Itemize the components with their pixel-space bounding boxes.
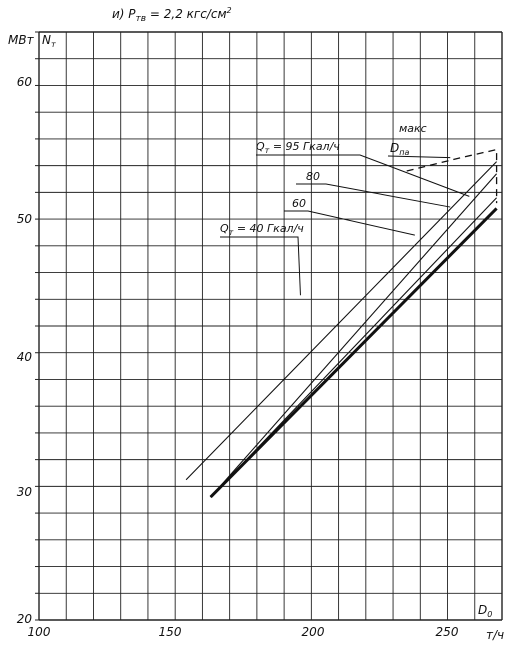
series-label-60: 60 xyxy=(292,197,306,210)
leader-dmax xyxy=(388,156,450,158)
chart-title: и) $P_{тв} = 2,2$ кгс/$см^2$ xyxy=(112,6,232,24)
y-tick-label: 60 xyxy=(16,75,32,89)
y-unit-label: МВт xyxy=(8,33,34,47)
leader-80 xyxy=(296,184,450,207)
x-tick-label: 150 xyxy=(158,625,182,639)
y-tick-label: 30 xyxy=(16,485,32,499)
x-symbol-label: $D_0$ xyxy=(478,603,493,619)
y-symbol-label: $N_т$ xyxy=(42,33,56,49)
series-line-q-95 xyxy=(186,162,497,480)
series-label-q40: $Q_т = 40$ Гкал/ч xyxy=(220,222,304,237)
series-label-dmax: $D_{па}$ xyxy=(390,141,410,157)
y-tick-label: 50 xyxy=(16,212,32,226)
series-label-q95: $Q_т = 95$ Гкал/ч xyxy=(256,140,340,155)
x-tick-label: 200 xyxy=(301,625,325,639)
x-tick-label: 100 xyxy=(27,625,51,639)
series-group xyxy=(186,150,497,498)
series-label-80: 80 xyxy=(306,170,320,183)
x-tick-label: 250 xyxy=(435,625,459,639)
x-unit-label: т/ч xyxy=(486,628,505,642)
y-tick-label: 20 xyxy=(16,612,32,626)
y-tick-label: 40 xyxy=(16,350,32,364)
series-line-60 xyxy=(211,198,497,497)
series-label-dmax-sup: макс xyxy=(399,122,427,135)
grid xyxy=(35,32,502,620)
leader-q95 xyxy=(256,155,469,196)
